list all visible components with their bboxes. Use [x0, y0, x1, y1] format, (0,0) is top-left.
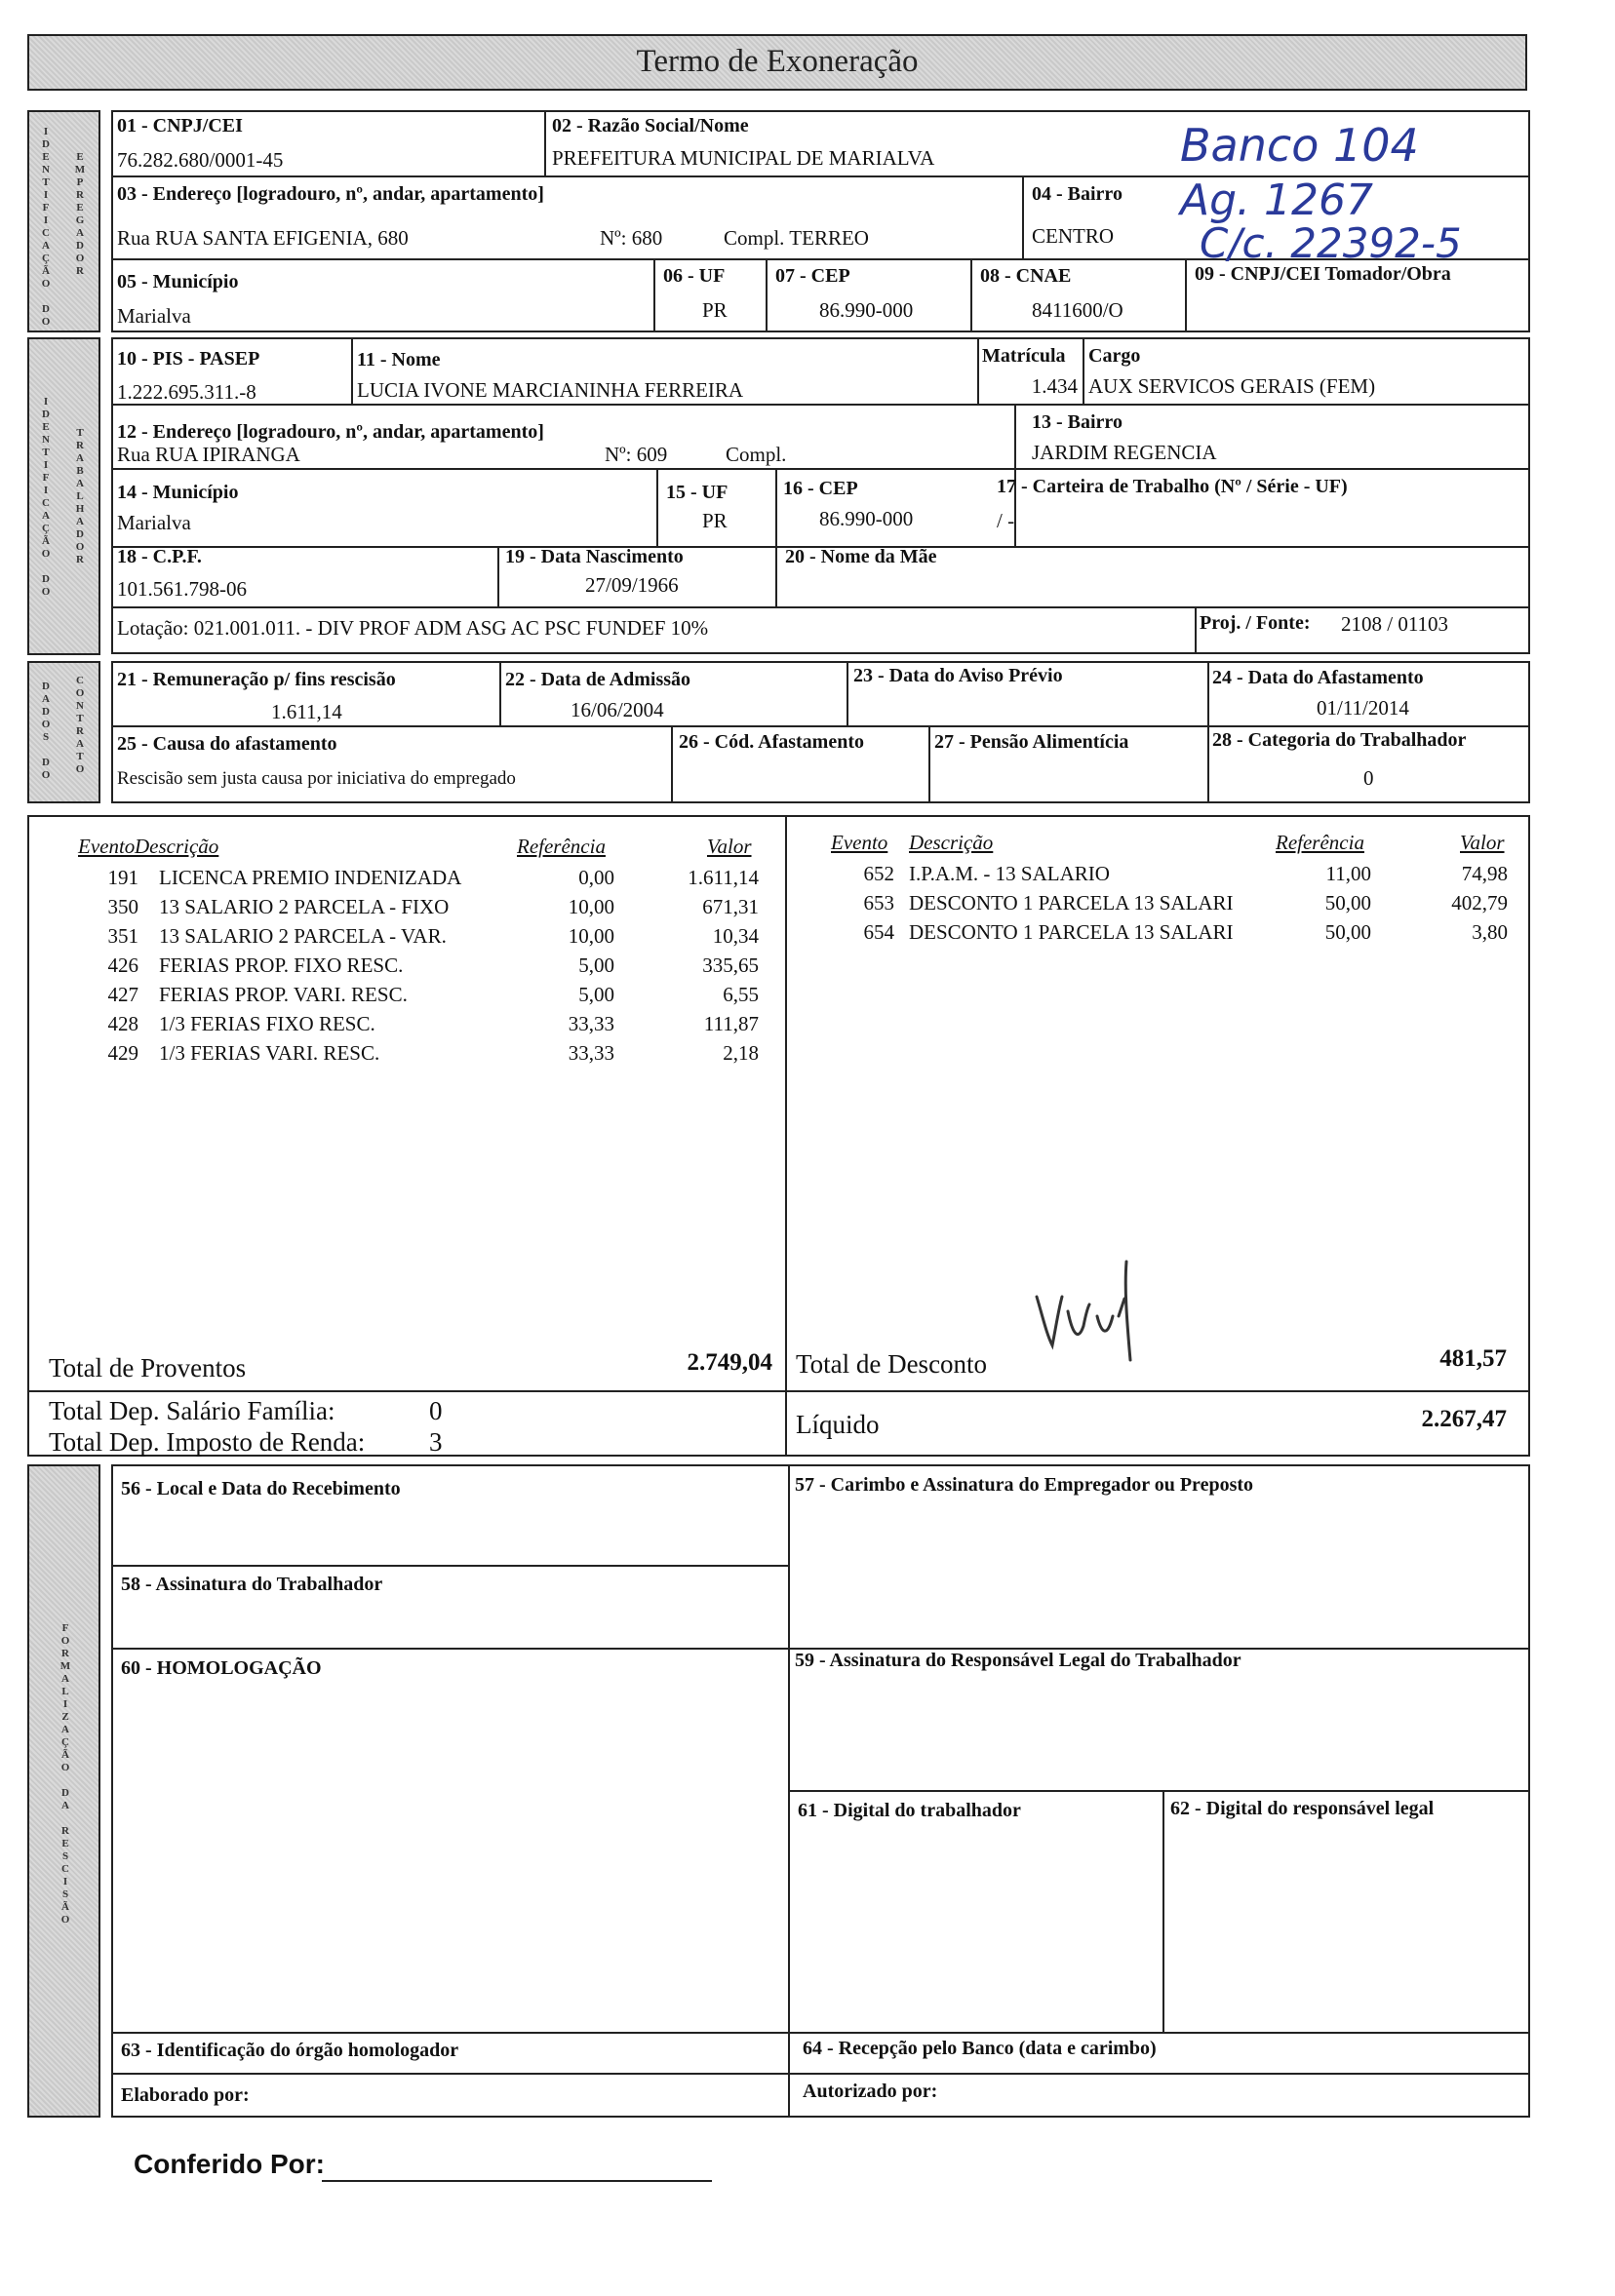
proj-value: 2108 / 01103 — [1341, 612, 1449, 636]
side-strip-contract — [27, 661, 100, 803]
event-desc: FERIAS PROP. VARI. RESC. — [159, 983, 408, 1006]
worker-uf-value: PR — [702, 509, 728, 532]
event-code: 652 — [863, 862, 894, 885]
causa-label: 25 - Causa do afastamento — [117, 733, 337, 755]
pis-label: 10 - PIS - PASEP — [117, 348, 260, 370]
event-desc: DESCONTO 1 PARCELA 13 SALARI — [909, 891, 1234, 915]
side-strip-worker — [27, 337, 100, 655]
worker-uf-label: 15 - UF — [666, 482, 729, 503]
event-valor: 1.611,14 — [688, 866, 759, 889]
worker-bairro-value: JARDIM REGENCIA — [1032, 441, 1217, 464]
cnpj-value: 76.282.680/0001-45 — [117, 148, 284, 172]
event-desc: 13 SALARIO 2 PARCELA - VAR. — [159, 924, 447, 948]
familia-label: Total Dep. Salário Família: — [49, 1396, 335, 1425]
event-code: 427 — [107, 983, 138, 1006]
desc-header-descricao: Descrição — [909, 831, 994, 854]
side-strip-employer — [27, 110, 100, 332]
rem-label: 21 - Remuneração p/ fins rescisão — [117, 669, 396, 690]
event-ref: 50,00 — [1324, 891, 1371, 915]
cpf-label: 18 - C.P.F. — [117, 546, 202, 567]
tomador-label: 09 - CNPJ/CEI Tomador/Obra — [1195, 263, 1451, 285]
employer-municipio-value: Marialva — [117, 304, 191, 328]
worker-number: Nº: 609 — [605, 443, 668, 466]
total-proventos-label: Total de Proventos — [49, 1353, 247, 1382]
mother-label: 20 - Nome da Mãe — [785, 546, 937, 567]
f63-label: 63 - Identificação do órgão homologador — [121, 2040, 459, 2061]
ir-value: 3 — [429, 1427, 443, 1457]
f64-label: 64 - Recepção pelo Banco (data e carimbo) — [803, 2038, 1157, 2059]
event-code: 191 — [107, 866, 138, 889]
event-valor: 671,31 — [702, 895, 759, 918]
employer-address-label: 03 - Endereço [logradouro, nº, andar, apartamento] — [117, 183, 544, 205]
event-valor: 111,87 — [703, 1012, 759, 1035]
prov-header-valor: Valor — [707, 835, 752, 858]
event-code: 426 — [107, 953, 138, 977]
event-valor: 6,55 — [723, 983, 759, 1006]
worker-address-label: 12 - Endereço [logradouro, nº, andar, apartamento] — [117, 421, 544, 443]
total-proventos-value: 2.749,04 — [687, 1349, 772, 1376]
event-ref: 5,00 — [578, 983, 614, 1006]
prov-header-evento: Evento — [78, 835, 136, 858]
desc-header-evento: Evento — [831, 831, 888, 854]
cargo-label: Cargo — [1088, 345, 1141, 367]
f59-label: 59 - Assinatura do Responsável Legal do Trabalhador — [795, 1650, 1241, 1671]
side-label-identificacao: I D E N T I F I C A Ç Ã O D O — [41, 126, 51, 328]
event-valor: 402,79 — [1451, 891, 1508, 915]
worker-name-label: 11 - Nome — [357, 349, 441, 370]
conferido-label: Conferido Por: — [134, 2149, 325, 2179]
side-label-formalizacao: F O R M A L I Z A Ç Ã O D A R E S C I S Ã O — [59, 1622, 71, 1926]
f60-label: 60 - HOMOLOGAÇÃO — [121, 1657, 322, 1679]
worker-address-value: Rua RUA IPIRANGA — [117, 443, 300, 466]
razao-social-label: 02 - Razão Social/Nome — [552, 115, 749, 136]
f62-label: 62 - Digital do responsável legal — [1170, 1798, 1435, 1819]
worker-municipio-label: 14 - Município — [117, 482, 239, 503]
employer-cep-value: 86.990-000 — [819, 298, 914, 322]
employer-number: Nº: 680 — [600, 226, 663, 250]
title-bar — [27, 34, 1527, 91]
adm-value: 16/06/2004 — [571, 698, 664, 721]
event-valor: 10,34 — [712, 924, 759, 948]
desc-header-referencia: Referência — [1276, 831, 1364, 854]
document-title: Termo de Exoneração — [636, 44, 919, 79]
cnpj-label: 01 - CNPJ/CEI — [117, 115, 243, 136]
event-ref: 11,00 — [1325, 862, 1371, 885]
employer-cep-label: 07 - CEP — [775, 265, 850, 287]
side-label-identificacao-trabalhador: I D E N T I F I C A Ç Ã O D O — [41, 396, 51, 598]
ir-label: Total Dep. Imposto de Renda: — [49, 1427, 366, 1457]
side-label-dados: D A D O S D O — [41, 681, 51, 781]
event-code: 428 — [107, 1012, 138, 1035]
employer-bairro-label: 04 - Bairro — [1032, 183, 1123, 205]
liquido-value: 2.267,47 — [1421, 1406, 1507, 1432]
worker-name-value: LUCIA IVONE MARCIANINHA FERREIRA — [357, 378, 744, 402]
employer-municipio-label: 05 - Município — [117, 271, 239, 292]
birth-value: 27/09/1966 — [585, 573, 679, 597]
event-ref: 5,00 — [578, 953, 614, 977]
matricula-value: 1.434 — [1031, 374, 1078, 398]
event-code: 351 — [107, 924, 138, 948]
event-ref: 33,33 — [568, 1012, 614, 1035]
cnae-value: 8411600/O — [1032, 298, 1123, 322]
categoria-value: 0 — [1363, 766, 1374, 790]
total-desconto-label: Total de Desconto — [796, 1349, 988, 1379]
event-desc: I.P.A.M. - 13 SALARIO — [909, 862, 1110, 885]
handwritten-initials — [1029, 1258, 1165, 1365]
event-desc: 1/3 FERIAS FIXO RESC. — [159, 1012, 375, 1035]
razao-social-value: PREFEITURA MUNICIPAL DE MARIALVA — [552, 146, 935, 170]
cargo-value: AUX SERVICOS GERAIS (FEM) — [1088, 374, 1376, 398]
birth-label: 19 - Data Nascimento — [505, 546, 684, 567]
f56-label: 56 - Local e Data do Recebimento — [121, 1478, 401, 1499]
cpf-value: 101.561.798-06 — [117, 577, 247, 601]
event-code: 654 — [863, 920, 894, 944]
cnae-label: 08 - CNAE — [980, 265, 1072, 287]
worker-cep-label: 16 - CEP — [783, 478, 858, 499]
side-strip-formalizacao — [27, 1464, 100, 2118]
prov-header-referencia: Referência — [517, 835, 606, 858]
event-ref: 50,00 — [1324, 920, 1371, 944]
worker-compl: Compl. — [726, 443, 787, 466]
total-desconto-value: 481,57 — [1439, 1345, 1507, 1372]
conferido-line — [322, 2180, 712, 2182]
rem-value: 1.611,14 — [271, 700, 342, 723]
handwritten-bank: Banco 104 — [1180, 119, 1419, 172]
worker-municipio-value: Marialva — [117, 511, 191, 534]
aviso-label: 23 - Data do Aviso Prévio — [853, 665, 1063, 686]
employer-address-value: Rua RUA SANTA EFIGENIA, 680 — [117, 226, 409, 250]
lotacao-value: Lotação: 021.001.011. - DIV PROF ADM ASG AC PSC FUNDEF 10% — [117, 616, 709, 640]
event-desc: LICENCA PREMIO INDENIZADA — [159, 866, 462, 889]
event-code: 653 — [863, 891, 894, 915]
matricula-label: Matrícula — [982, 345, 1066, 367]
cod-afast-label: 26 - Cód. Afastamento — [679, 731, 864, 753]
employer-uf-label: 06 - UF — [663, 265, 726, 287]
afast-label: 24 - Data do Afastamento — [1212, 667, 1424, 688]
adm-label: 22 - Data de Admissão — [505, 669, 691, 690]
worker-cep-value: 86.990-000 — [819, 507, 914, 530]
event-valor: 2,18 — [723, 1041, 759, 1065]
event-valor: 74,98 — [1461, 862, 1508, 885]
ctps-label: 17 - Carteira de Trabalho (Nº / Série - UF) — [997, 476, 1348, 497]
elaborado-label: Elaborado por: — [121, 2084, 250, 2106]
familia-value: 0 — [429, 1396, 443, 1425]
f58-label: 58 - Assinatura do Trabalhador — [121, 1574, 383, 1595]
side-label-contrato: C O N T R A T O — [75, 675, 85, 775]
event-desc: 13 SALARIO 2 PARCELA - FIXO — [159, 895, 450, 918]
side-label-trabalhador: T R A B A L H A D O R — [75, 427, 85, 565]
employer-uf-value: PR — [702, 298, 728, 322]
employer-compl: Compl. TERREO — [724, 226, 869, 250]
f57-label: 57 - Carimbo e Assinatura do Empregador ou Preposto — [795, 1474, 1254, 1496]
handwritten-account: C/c. 22392-5 — [1200, 219, 1462, 267]
side-label-empregador: E M P R E G A D O R — [74, 151, 86, 277]
event-ref: 10,00 — [568, 895, 614, 918]
categoria-label: 28 - Categoria do Trabalhador — [1212, 729, 1467, 751]
event-ref: 0,00 — [578, 866, 614, 889]
handwritten-agency: Ag. 1267 — [1180, 175, 1373, 225]
event-desc: DESCONTO 1 PARCELA 13 SALARI — [909, 920, 1234, 944]
event-desc: FERIAS PROP. FIXO RESC. — [159, 953, 404, 977]
ctps-value: / - — [997, 509, 1015, 532]
afast-value: 01/11/2014 — [1317, 696, 1409, 720]
worker-bairro-label: 13 - Bairro — [1032, 411, 1123, 433]
pis-value: 1.222.695.311.-8 — [117, 380, 256, 404]
desc-header-valor: Valor — [1460, 831, 1505, 854]
event-desc: 1/3 FERIAS VARI. RESC. — [159, 1041, 380, 1065]
pensao-label: 27 - Pensão Alimentícia — [934, 731, 1129, 753]
event-valor: 335,65 — [702, 953, 759, 977]
event-code: 429 — [107, 1041, 138, 1065]
event-ref: 33,33 — [568, 1041, 614, 1065]
autorizado-label: Autorizado por: — [803, 2081, 938, 2102]
prov-header-descricao: Descrição — [135, 835, 219, 858]
f61-label: 61 - Digital do trabalhador — [798, 1800, 1021, 1821]
liquido-label: Líquido — [796, 1410, 880, 1439]
event-ref: 10,00 — [568, 924, 614, 948]
proj-label: Proj. / Fonte: — [1200, 612, 1311, 634]
employer-bairro-value: CENTRO — [1032, 224, 1114, 248]
event-code: 350 — [107, 895, 138, 918]
event-valor: 3,80 — [1472, 920, 1508, 944]
causa-value: Rescisão sem justa causa por iniciativa do empregado — [117, 768, 516, 789]
